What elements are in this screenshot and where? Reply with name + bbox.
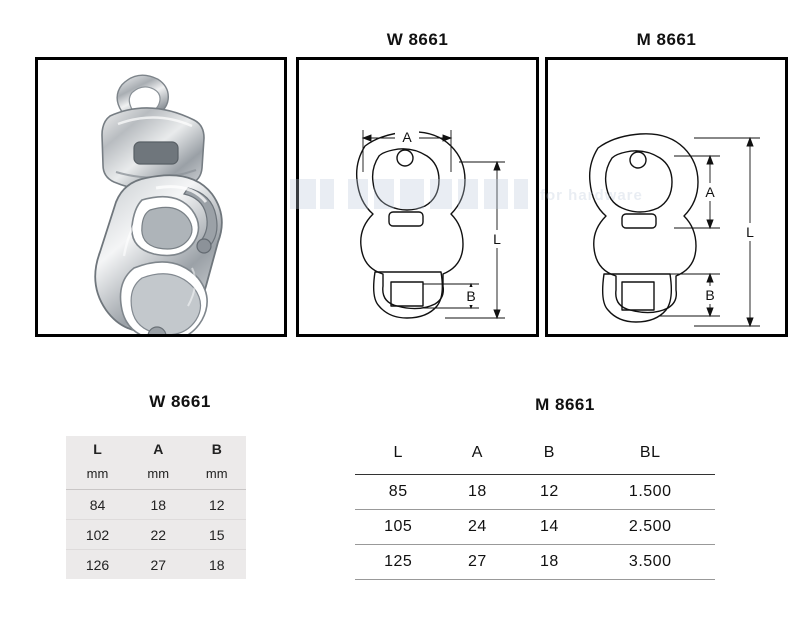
spec-table-m-body xyxy=(355,475,715,580)
cell-b: 15 xyxy=(188,520,247,550)
dim-label-l-m: L xyxy=(746,224,754,240)
cell-a: 18 xyxy=(441,475,513,510)
cell-b: 12 xyxy=(188,490,247,520)
unit-l: mm xyxy=(66,461,129,490)
cell-b: 18 xyxy=(513,545,585,580)
column-header-a: A xyxy=(153,441,164,457)
cell-l: 102 xyxy=(66,520,129,550)
cell-bl: 2.500 xyxy=(585,510,715,545)
table-row xyxy=(355,510,715,545)
cell-bl: 1.500 xyxy=(585,475,715,510)
panel-title-w: W 8661 xyxy=(386,30,449,49)
product-photo xyxy=(38,60,284,334)
cell-b: 18 xyxy=(208,557,225,573)
spec-table-w-body xyxy=(66,490,246,580)
technical-drawing-w xyxy=(299,60,536,334)
table-row xyxy=(355,545,715,580)
cell-l: 85 xyxy=(355,475,441,510)
unit-a: mm xyxy=(129,461,187,490)
cell-a: 24 xyxy=(441,510,513,545)
table-title-w: W 8661 xyxy=(149,392,211,411)
dim-label-b-w: B xyxy=(466,288,476,304)
cell-l: 84 xyxy=(66,490,129,520)
table-row xyxy=(66,520,246,550)
spec-table-w-head xyxy=(66,436,246,490)
unit-b: mm xyxy=(188,461,247,490)
spec-table-m xyxy=(355,440,715,580)
table-header-row xyxy=(355,440,715,475)
dim-label-a-m: A xyxy=(705,184,715,200)
cell-a: 27 xyxy=(441,545,513,580)
cell-a: 27 xyxy=(150,557,167,573)
column-header-b: B xyxy=(211,441,222,457)
column-header-bl: BL xyxy=(639,444,661,461)
table-header-row xyxy=(66,436,246,461)
spec-table-m-head xyxy=(355,440,715,475)
cell-bl: 3.500 xyxy=(585,545,715,580)
table-row xyxy=(355,475,715,510)
column-header-l: L xyxy=(393,444,403,461)
drawing-panel-w xyxy=(296,57,539,337)
panel-title-m: M 8661 xyxy=(636,30,697,49)
table-title-m: M 8661 xyxy=(535,395,595,414)
table-unit-row xyxy=(66,461,246,490)
table-row xyxy=(66,490,246,520)
technical-drawing-m xyxy=(548,60,785,334)
watermark-text: for hardware xyxy=(540,187,643,204)
dim-label-a-w: A xyxy=(402,129,412,145)
cell-b: 14 xyxy=(513,510,585,545)
cell-a: 22 xyxy=(129,520,187,550)
table-row xyxy=(66,550,246,580)
cell-a: 18 xyxy=(129,490,187,520)
cell-l: 125 xyxy=(355,545,441,580)
drawing-panel-m xyxy=(545,57,788,337)
column-header-l: L xyxy=(93,441,102,457)
spec-table-w xyxy=(66,436,246,579)
column-header-a: A xyxy=(471,444,483,461)
cell-l: 105 xyxy=(355,510,441,545)
cell-l: 126 xyxy=(85,557,110,573)
cell-b: 12 xyxy=(513,475,585,510)
product-photo-panel xyxy=(35,57,287,337)
column-header-b: B xyxy=(543,444,555,461)
dim-label-b-m: B xyxy=(705,287,715,303)
dim-label-l-w: L xyxy=(493,231,501,247)
